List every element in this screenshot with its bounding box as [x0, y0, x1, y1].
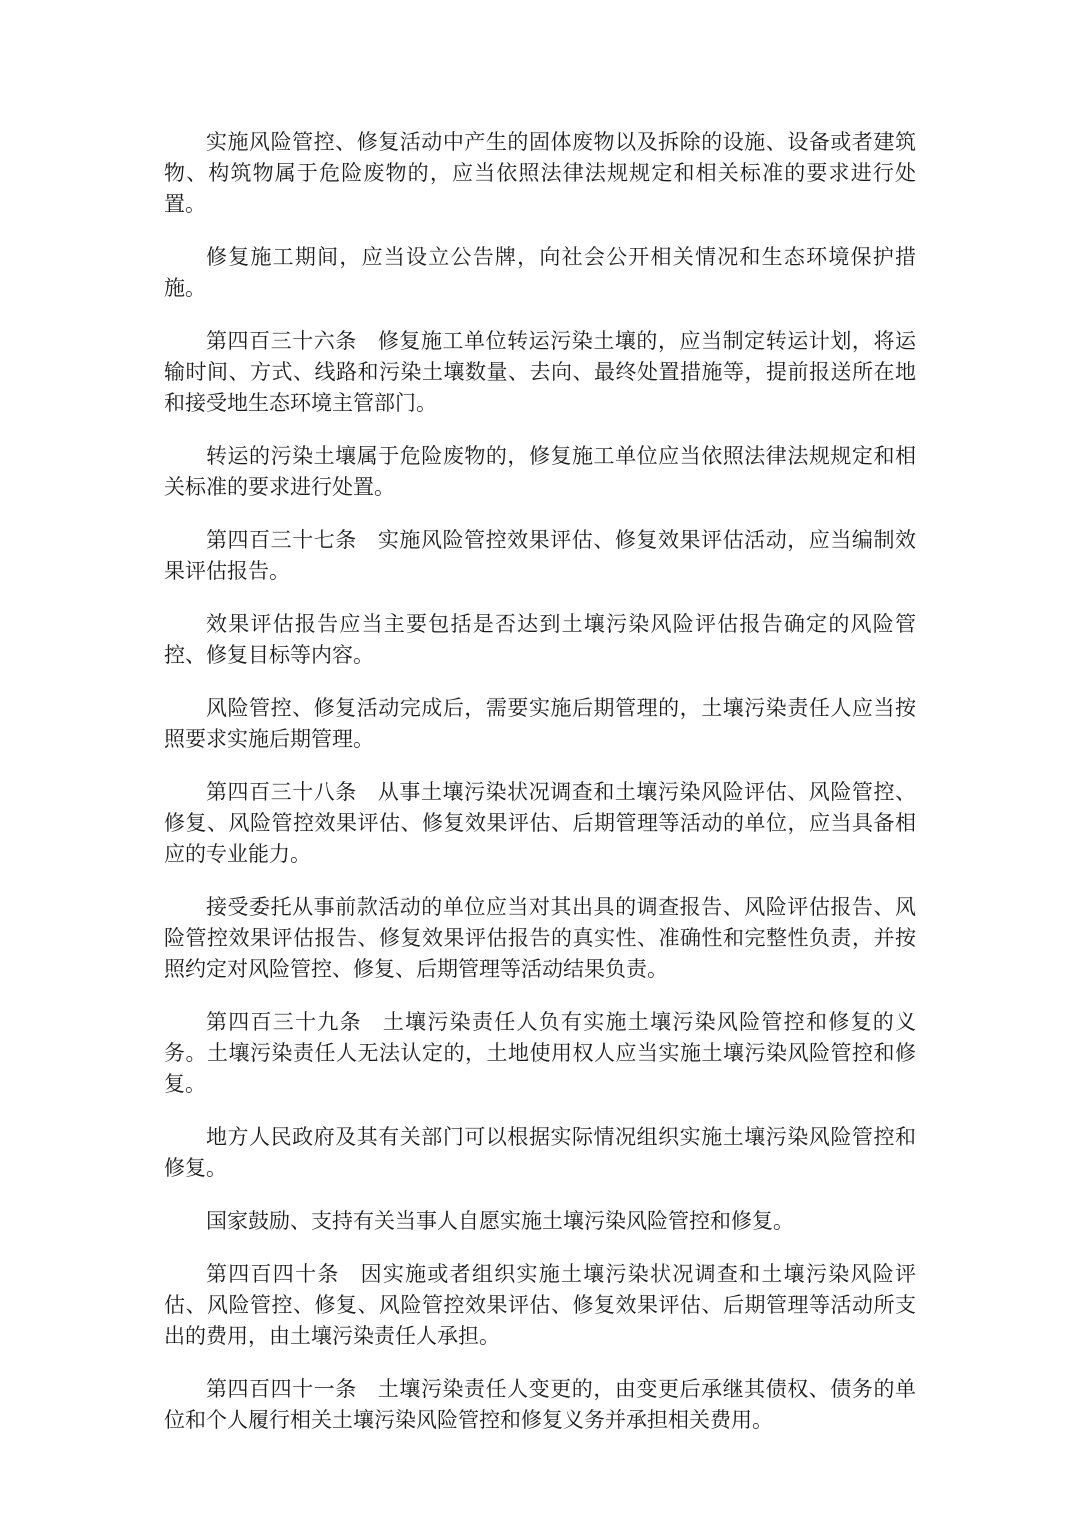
article-paragraph — [164, 326, 916, 419]
paragraph — [164, 441, 916, 503]
paragraph-text: 转运的污染土壤属于危险废物的，修复施工单位应当依照法律法规规定和相关标准的要求进行处置。 — [164, 444, 916, 499]
paragraph-text: 因实施或者组织实施土壤污染状况调查和土壤污染风险评估、风险管控、修复、风险管控效果评估、修复效果评估、后期管理等活动所支出的费用，由土壤污染责任人承担。 — [164, 1262, 917, 1348]
paragraph — [164, 693, 916, 755]
article-number: 第四百三十七条 — [206, 528, 357, 552]
article-number: 第四百三十八条 — [206, 780, 357, 804]
paragraph — [164, 892, 916, 985]
paragraph-text: 实施风险管控、修复活动中产生的固体废物以及拆除的设施、设备或者建筑物、构筑物属于危险废物的，应当依照法律法规规定和相关标准的要求进行处置。 — [164, 130, 916, 216]
paragraph-text: 修复施工期间，应当设立公告牌，向社会公开相关情况和生态环境保护措施。 — [164, 245, 916, 300]
paragraph-text: 修复施工单位转运污染土壤的，应当制定转运计划，将运输时间、方式、线路和污染土壤数量、去向、最终处置措施等，提前报送所在地和接受地生态环境主管部门。 — [164, 329, 917, 415]
paragraph-text: 接受委托从事前款活动的单位应当对其出具的调查报告、风险评估报告、风险管控效果评估报告、修复效果评估报告的真实性、准确性和完整性负责，并按照约定对风险管控、修复、后期管理等活动结果负责。 — [164, 895, 916, 981]
paragraph — [164, 1206, 916, 1237]
article-paragraph — [164, 1259, 916, 1352]
article-number: 第四百四十一条 — [206, 1377, 357, 1401]
document-body — [164, 127, 916, 1436]
paragraph — [164, 127, 916, 220]
article-paragraph — [164, 1374, 916, 1436]
paragraph-text: 效果评估报告应当主要包括是否达到土壤污染风险评估报告确定的风险管控、修复目标等内容。 — [164, 612, 916, 667]
paragraph — [164, 609, 916, 671]
paragraph — [164, 1122, 916, 1184]
article-number: 第四百三十九条 — [206, 1010, 362, 1034]
paragraph — [164, 242, 916, 304]
paragraph-text: 土壤污染责任人负有实施土壤污染风险管控和修复的义务。土壤污染责任人无法认定的，土地使用权人应当实施土壤污染风险管控和修复。 — [164, 1010, 917, 1096]
article-paragraph — [164, 777, 916, 870]
paragraph-text: 风险管控、修复活动完成后，需要实施后期管理的，土壤污染责任人应当按照要求实施后期管理。 — [164, 696, 916, 751]
paragraph-text: 土壤污染责任人变更的，由变更后承继其债权、债务的单位和个人履行相关土壤污染风险管控和修复义务并承担相关费用。 — [164, 1377, 917, 1432]
article-number: 第四百四十条 — [206, 1262, 340, 1286]
article-number: 第四百三十六条 — [206, 329, 357, 353]
article-paragraph — [164, 1007, 916, 1100]
paragraph-text: 实施风险管控效果评估、修复效果评估活动，应当编制效果评估报告。 — [164, 528, 917, 583]
paragraph-text: 国家鼓励、支持有关当事人自愿实施土壤污染风险管控和修复。 — [206, 1209, 794, 1233]
article-paragraph — [164, 525, 916, 587]
paragraph-text: 从事土壤污染状况调查和土壤污染风险评估、风险管控、修复、风险管控效果评估、修复效果评估、后期管理等活动的单位，应当具备相应的专业能力。 — [164, 780, 917, 866]
paragraph-text: 地方人民政府及其有关部门可以根据实际情况组织实施土壤污染风险管控和修复。 — [164, 1125, 916, 1180]
